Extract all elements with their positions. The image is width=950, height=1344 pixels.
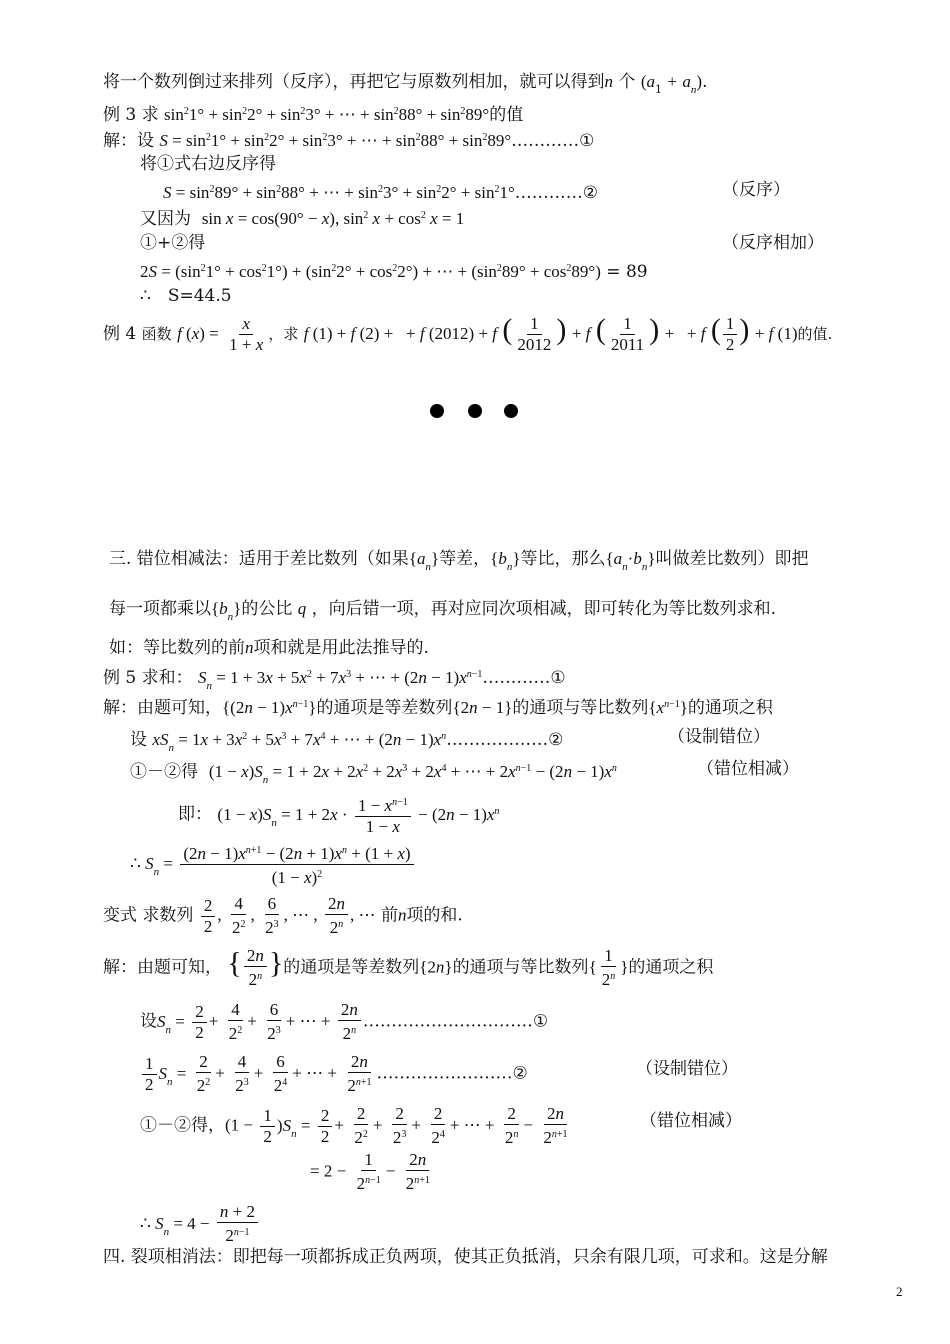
variant-subtract: ①－②得，(1 − $\frac{1}{2}$ )$S_n$ = $\frac{2}{2}$ + $\frac{2}{2^2}$ + $\frac{2}{2^3}$ + $\frac{2}{2^4}$ + ⋯ + $\frac{2}{2^n}$ − $\frac{2n}{2^{n+1}}$ [140,1104,568,1147]
example-5-result: ∴ $S_n$ = $\frac{(2n - 1)x^{n+1} - (2n + 1)x^n + (1 + x)}{(1 - x)^2}$ [130,841,416,888]
variant-set: 设$S_n$ = $\frac{2}{2}$ + $\frac{4}{2^2}$ + $\frac{6}{2^3}$ + ⋯ + $\frac{2n}{2^n}$ …………………………① [140,1000,549,1043]
tag-shift-subtract: （错位相减） [697,759,799,779]
example-3-solution-line1: 解：设 $S = \sin^21^\circ + \sin^22^\circ + \sin^23^\circ$ + ⋯ + $\sin^288^\circ$ + $\sin^289^\circ\dots\dots\dots\dots ①$ [103,131,595,151]
example-3-reverse-eq: $S = \sin^289^\circ + \sin^288^\circ$ + ⋯ + $\sin^23^\circ + \sin^22^\circ$ + $\sin^21^\circ\dots\dots\dots\dots ②$ [163,183,599,203]
example-4-question: 例 4 函数 f (x) = $\frac{x}{1 + x}$ ，求 f (1) + f (2) + + f (2012) + f ( $\frac{1}{2012}$ ) + f ( $\frac{1}{2011}$ ) + + f ( $\frac{1}{2}$ ) + f (1)的值. [103,313,833,354]
section-3-line3: 如：等比数列的前n项和就是用此法推导的. [109,638,429,658]
tag-variant-set: （设制错位） [636,1059,738,1079]
tag-set-shift: （设制错位） [668,727,770,747]
tag-variant-subtract: （错位相减） [640,1111,742,1131]
example-5-solution: 解：由题可知，$\{(2n - 1)x^{n-1}\}$的通项是等差数列{2n − 1}的通项与等比数列$\{x^{n-1}\}$的通项之积 [103,698,773,718]
example-3-result: ∴ S=44.5 [140,286,232,306]
variant-half: $\frac{1}{2}$ $S_n$ = $\frac{2}{2^2}$ + $\frac{4}{2^3}$ + $\frac{6}{2^4}$ + ⋯ + $\frac{2n}{2^{n+1}}$ ……………………② [140,1052,528,1096]
section-4-title: 四. 裂项相消法：即把每一项都拆成正负两项，使其正负抵消，只余有限几项，可求和。这是分解 [103,1247,828,1267]
tag-reverse-add: （反序相加） [722,233,824,253]
intro-line: 将一个数列倒过来排列（反序），再把它与原数列相加，就可以得到n 个 $(a_1 + a_n)$. [103,72,708,96]
example-5-subtract: ①－②得 $(1 - x)S_n = 1 + 2x + 2x^2 + 2x^3 + 2x^4$ + ⋯ + $2x^{n-1} - (2n - 1)x^n$ [130,762,617,786]
dot [468,404,482,418]
example-3-because: 又因为 sin x = cos(90° − x), $\sin^2 x + \cos^2 x = 1$ [140,209,465,229]
variant-simplified: = 2 − $\frac{1}{2^{n-1}}$ − $\frac{2n}{2^{n+1}}$ [310,1150,430,1193]
section-3-title: 三. 错位相减法：适用于差比数列（如果$\{a_n\}$等差，$\{b_n\}$等比，那么$\{a_n\cdot b_n\}$叫做差比数列）即把 [109,549,809,573]
example-5-ie: 即： $(1 - x)S_n = 1 + 2x$ · $\frac{1 - x^{n-1}}{1 - x}$ − $(2n - 1)x^n$ [178,793,499,837]
page-number: 2 [896,1284,903,1299]
section-3-line2: 每一项都乘以$\{b_n\}$的公比 q ，向后错一项，再对应同次项相减，即可转化为等比数列求和. [109,599,777,623]
example-3-add: ①+②得 [140,233,206,253]
example-3-reverse-text: 将①式右边反序得 [140,154,276,174]
variant-solution: 解：由题可知， { $\frac{2n}{2^n}$ }的通项是等差数列{2n}的通项与等比数列{ $\frac{1}{2^n}$ }的通项之积 [103,946,714,989]
example-3-sum: $2S = (\sin^21^\circ + \cos^21^\circ) + (\sin^22^\circ + \cos^22^\circ)$ + ⋯ + $(\sin^289^\circ + \cos^289^\circ) = 89$ [140,262,648,282]
example-3-question: 例 3 求 $\sin^21^\circ + \sin^22^\circ + \sin^23^\circ$ + ⋯ + $\sin^288^\circ + \sin^289^\circ$的值 [103,105,524,125]
tag-reverse: （反序） [722,180,790,200]
example-5-set: 设 $xS_n = 1x + 3x^2 + 5x^3 + 7x^4$ + ⋯ + $(2n - 1)x^n\dots\dots\dots\dots\dots\dots ②$ [130,730,564,754]
dot [430,404,444,418]
variant-question: 变式 求数列 $\frac{2}{2}$ , $\frac{4}{2^2}$ , $\frac{6}{2^3}$ , ⋯ , $\frac{2n}{2^n}$ , ⋯ 前n项的和. [103,894,463,937]
dot [504,404,518,418]
variant-result: ∴ $S_n = 4$ − $\frac{n + 2}{2^{n-1}}$ [140,1202,260,1246]
example-5-question: 例 5 求和： $S_n = 1 + 3x + 5x^2 + 7x^3$ + ⋯ + $(2n - 1)x^{n-1}\dots\dots\dots\dots ①$ [103,668,566,692]
